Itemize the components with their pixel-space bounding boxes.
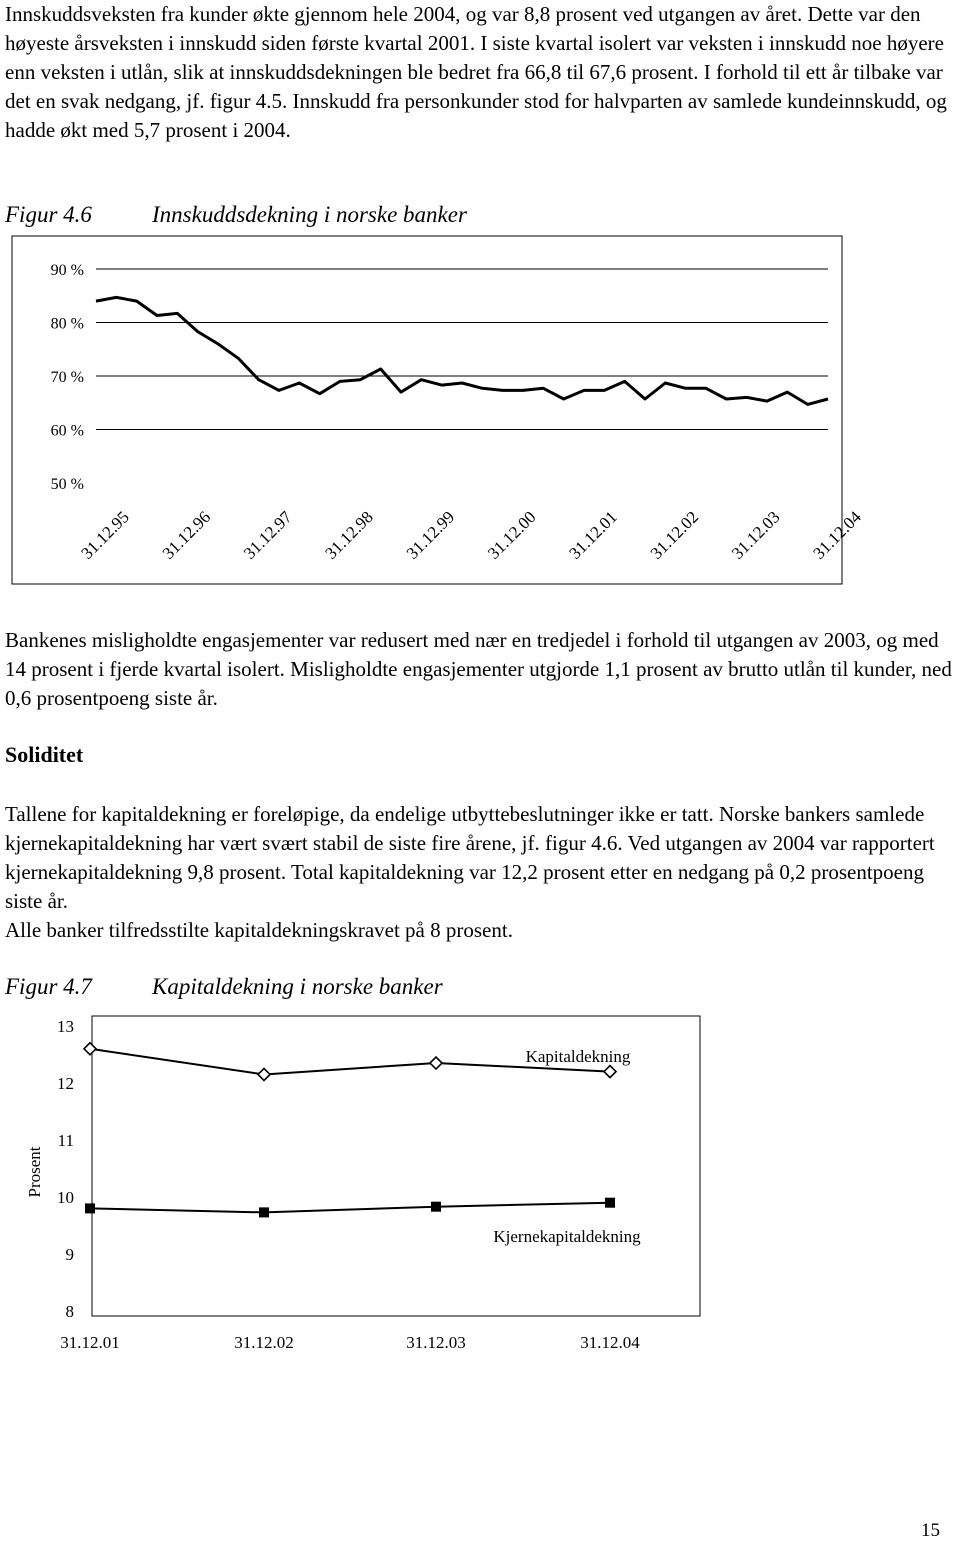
- y-tick-label: 11: [57, 1131, 74, 1150]
- figure-title: Innskuddsdekning i norske banker: [152, 202, 467, 227]
- y-tick-label: 12: [57, 1074, 74, 1093]
- series-label: Kapitaldekning: [525, 1047, 631, 1066]
- series-label: Kjernekapitaldekning: [493, 1227, 641, 1246]
- figure-title: Kapitaldekning i norske banker: [152, 974, 443, 999]
- x-tick-label: 31.12.97: [240, 507, 296, 563]
- y-tick-label: 50 %: [50, 476, 84, 493]
- section-heading: Soliditet: [5, 742, 84, 767]
- y-tick-label: 9: [65, 1245, 74, 1264]
- body-paragraph: Alle banker tilfredsstilte kapitaldekningskravet på 8 prosent.: [5, 918, 513, 942]
- figure-label: Figur 4.7: [5, 974, 92, 999]
- y-tick-label: 70 %: [50, 369, 84, 386]
- x-tick-label: 31.12.03: [406, 1333, 466, 1352]
- x-tick-label: 31.12.02: [646, 507, 703, 563]
- x-tick-label: 31.12.96: [158, 507, 215, 563]
- deposit-coverage-line: [96, 297, 828, 404]
- x-tick-label: 31.12.02: [234, 1333, 294, 1352]
- x-tick-label: 31.12.99: [402, 507, 459, 563]
- page-number: 15: [921, 1520, 940, 1541]
- x-tick-label: 31.12.00: [484, 507, 540, 563]
- y-tick-label: 90 %: [50, 262, 84, 279]
- y-tick-label: 80 %: [50, 315, 84, 333]
- x-tick-label: 31.12.95: [77, 507, 133, 563]
- y-axis-label: Prosent: [25, 1146, 44, 1198]
- x-tick-label: 31.12.04: [580, 1333, 640, 1352]
- y-tick-label: 8: [65, 1302, 74, 1321]
- x-tick-label: 31.12.03: [728, 507, 784, 563]
- body-paragraph: Innskuddsveksten fra kunder økte gjennom hele 2004, og var 8,8 prosent ved utgangen av året. Dette var den høyeste årsveksten i innskudd siden første kvartal 2001. I siste kvartal isolert var veksten i innskudd noe høyere enn veksten i utlån, slik at innskuddsdekningen ble bedret fra 66,8 til 67,6 prosent. I forhold til ett år tilbake var det en svak nedgang, jf. figur 4.5. Innskudd fra personkunder stod for halvparten av samlede kundeinnskudd, og hadde økt med 5,7 prosent i 2004.: [5, 2, 947, 142]
- figure-label: Figur 4.6: [5, 202, 92, 227]
- body-paragraph: Bankenes misligholdte engasjementer var redusert med nær en tredjedel i forhold til utgangen av 2003, og med 14 prosent i fjerde kvartal isolert. Misligholdte engasjementer utgjorde 1,1 prosent av brutto utlån til kunder, ned 0,6 prosentpoeng siste år.: [5, 628, 952, 710]
- x-tick-label: 31.12.98: [321, 507, 377, 563]
- x-tick-label: 31.12.01: [565, 507, 621, 563]
- body-paragraph: Tallene for kapitaldekning er foreløpige, da endelige utbyttebeslutninger ikke er tatt. Norske bankers samlede kjernekapitaldekning har vært svært stabil de siste fire årene, jf. figur 4.6. Ved utgangen av 2004 var rapportert kjernekapitaldekning 9,8 prosent. Total kapitaldekning var 12,2 prosent etter en nedgang på 0,2 prosentpoeng siste år.: [5, 802, 935, 913]
- x-tick-label: 31.12.04: [809, 507, 865, 563]
- y-tick-label: 10: [57, 1188, 74, 1207]
- y-tick-label: 60 %: [50, 422, 84, 440]
- y-tick-label: 13: [57, 1017, 74, 1036]
- x-tick-label: 31.12.01: [60, 1333, 120, 1352]
